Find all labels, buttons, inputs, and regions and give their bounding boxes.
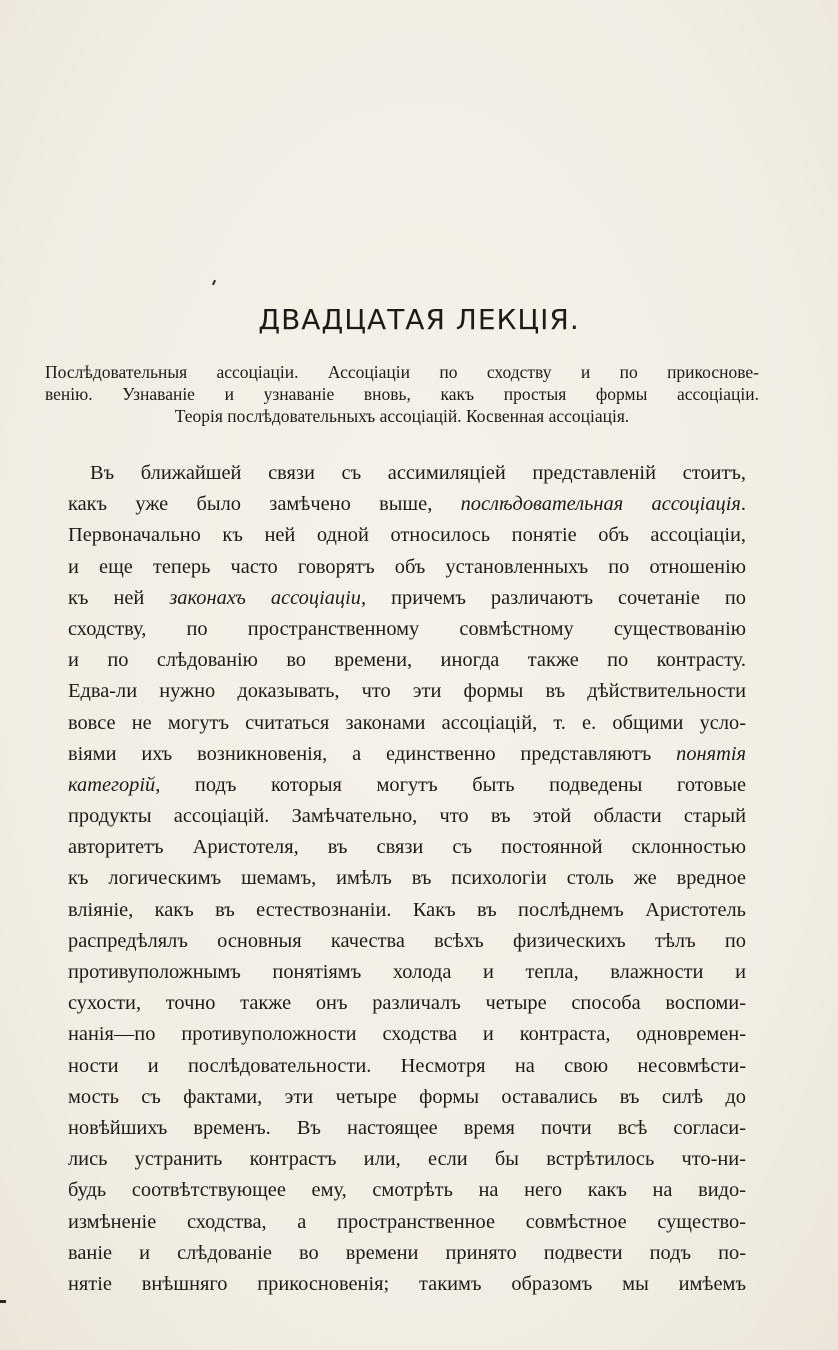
text-run: измѣненіе сходства, а пространственное совмѣстное существо-	[68, 1210, 746, 1233]
text-run: нанія—по противуположности сходства и контраста, одновремен-	[68, 1023, 746, 1046]
body-line	[68, 520, 746, 551]
text-run: нятіе внѣшняго прикосновенія; такимъ образомъ мы имѣемъ	[68, 1272, 746, 1295]
text-run: вовсе не могутъ считаться законами ассоціацій, т. е. общими усло-	[68, 711, 746, 734]
body-line	[68, 1238, 746, 1269]
body-line	[68, 1051, 746, 1082]
body-line	[68, 801, 746, 832]
lecture-title: ДВАДЦАТАЯ ЛЕКЦІЯ.	[258, 303, 580, 336]
text-run: Въ ближайшей связи съ ассимиляціей представленій стоитъ,	[90, 462, 746, 484]
body-text	[68, 458, 746, 1300]
text-run: какъ уже было замѣчено выше,	[68, 493, 461, 516]
text-run: Первоначально къ ней одной относилось понятіе объ ассоціаціи,	[68, 524, 746, 547]
italic-term: категорій	[68, 773, 156, 796]
text-run: .	[740, 493, 746, 516]
text-run: Едва-ли нужно доказывать, что эти формы въ дѣйствительности	[68, 680, 746, 703]
text-run: ности и послѣдовательности. Несмотря на свою несовмѣсти-	[68, 1054, 746, 1077]
text-run: будь соотвѣтствующее ему, смотрѣть на него какъ на видо-	[68, 1179, 746, 1202]
body-line	[68, 895, 746, 926]
text-run: продукты ассоціацій. Замѣчательно, что въ этой области старый	[68, 805, 746, 828]
text-run: вліяніе, какъ въ естествознаніи. Какъ въ послѣднемъ Аристотель	[68, 898, 746, 921]
text-run: и по слѣдованію во времени, иногда также по контрасту.	[68, 649, 746, 672]
italic-term: понятія	[676, 742, 746, 765]
body-line	[68, 832, 746, 863]
ink-speck	[0, 1300, 6, 1303]
body-line	[68, 1144, 746, 1175]
italic-term: законахъ ассоціаціи	[169, 586, 361, 609]
text-run: , подъ которыя могутъ быть подведены готовые	[155, 773, 746, 796]
text-run: , причемъ различаютъ сочетаніе по	[361, 586, 746, 609]
body-line	[68, 1113, 746, 1144]
italic-term: послѣдовательная ассоціація	[460, 493, 741, 516]
text-run: противуположнымъ понятіямъ холода и тепла, влажности и	[68, 961, 746, 983]
text-run: лись устранить контрастъ или, если бы встрѣтилось что-ни-	[68, 1148, 746, 1171]
text-run: къ ней	[68, 586, 170, 609]
text-run: сухости, точно также онъ различалъ четыре способа воспоми-	[68, 992, 746, 1015]
body-line	[68, 489, 746, 520]
text-run: новѣйшихъ временъ. Въ настоящее время почти всѣ согласи-	[68, 1116, 746, 1139]
body-line	[68, 708, 746, 739]
text-run: распредѣлялъ основныя качества всѣхъ физическихъ тѣлъ по	[68, 929, 746, 952]
summary-line: Послѣдовательныя ассоціаціи. Ассоціаціи по сходству и по прикоснове-	[45, 362, 759, 382]
summary-line: венію. Узнаваніе и узнаваніе вновь, какъ простыя формы ассоціаціи.	[45, 384, 759, 404]
body-line	[68, 1269, 746, 1300]
body-line	[68, 739, 746, 770]
body-line	[68, 1082, 746, 1113]
body-line	[68, 583, 746, 614]
body-line	[68, 770, 746, 801]
summary-line: Теорія послѣдовательныхъ ассоціацій. Косвенная ассоціація.	[174, 406, 630, 426]
ink-speck	[212, 280, 216, 285]
text-run: авторитетъ Аристотеля, въ связи съ постоянной склонностью	[68, 836, 746, 859]
body-line	[68, 458, 746, 489]
text-run: и еще теперь часто говорятъ объ установленныхъ по отношенію	[68, 555, 746, 578]
text-run: віями ихъ возникновенія, а единственно представляютъ	[68, 742, 677, 765]
body-line	[68, 1175, 746, 1206]
body-line	[68, 1207, 746, 1238]
text-run: ваніе и слѣдованіе во времени принято подвести подъ по-	[68, 1241, 746, 1264]
body-line	[68, 614, 746, 645]
lecture-summary	[45, 361, 759, 427]
body-line	[68, 676, 746, 707]
body-line	[68, 988, 746, 1019]
body-line	[68, 863, 746, 894]
body-line	[68, 1019, 746, 1050]
text-run: къ логическимъ шемамъ, имѣлъ въ психологіи столь же вредное	[68, 867, 746, 890]
text-run: сходству, по пространственному совмѣстному существованію	[68, 617, 746, 640]
body-line	[68, 645, 746, 676]
body-line	[68, 926, 746, 957]
body-line	[68, 957, 746, 988]
text-run: мость съ фактами, эти четыре формы оставались въ силѣ до	[68, 1085, 746, 1108]
body-line	[68, 552, 746, 583]
